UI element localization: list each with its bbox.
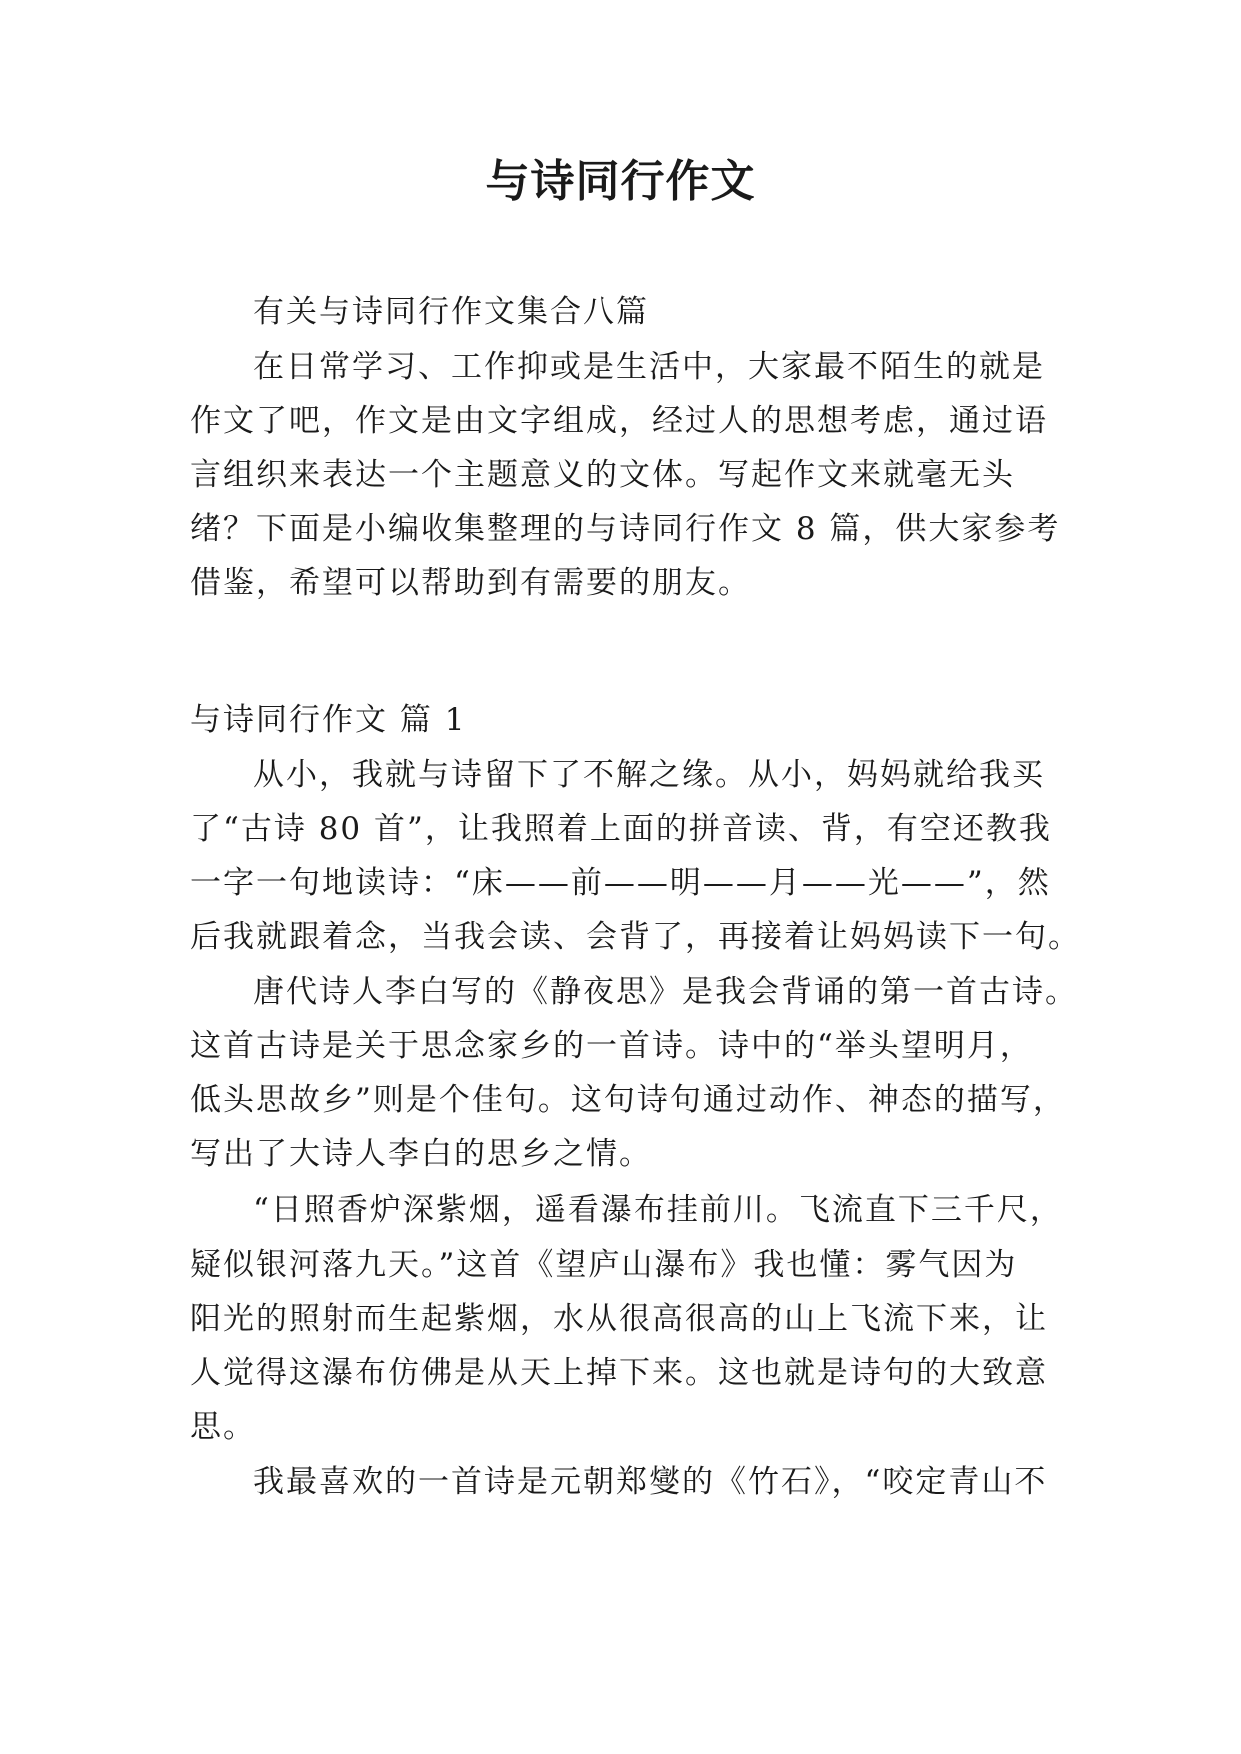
body-line: 这首古诗是关于思念家乡的一首诗。诗中的“举头望明月， [190,1028,1033,1064]
intro-line: 借鉴，希望可以帮助到有需要的朋友。 [190,565,751,601]
section-heading: 与诗同行作文 篇 1 [190,702,467,738]
body-line: 一字一句地读诗：“床——前——明——月——光——”，然 [190,865,1051,901]
document-title: 与诗同行作文 [485,156,756,207]
intro-line: 作文了吧，作文是由文字组成，经过人的思想考虑，通过语 [190,403,1048,439]
body-line: 疑似银河落九天。”这首《望庐山瀑布》我也懂：雾气因为 [190,1247,1018,1283]
body-line: 从小，我就与诗留下了不解之缘。从小，妈妈就给我买 [253,757,1045,793]
body-line: 了“古诗 80 首”，让我照着上面的拼音读、背，有空还教我 [190,811,1052,847]
body-line: 阳光的照射而生起紫烟，水从很高很高的山上飞流下来，让 [190,1301,1048,1337]
body-line: 低头思故乡”则是个佳句。这句诗句通过动作、神态的描写， [190,1082,1066,1118]
body-line: 唐代诗人李白写的《静夜思》是我会背诵的第一首古诗。 [253,974,1078,1010]
body-line: 我最喜欢的一首诗是元朝郑燮的《竹石》，“咬定青山不 [253,1464,1048,1500]
body-line: “日照香炉深紫烟，遥看瀑布挂前川。飞流直下三千尺， [253,1192,1063,1228]
body-line: 人觉得这瀑布仿佛是从天上掉下来。这也就是诗句的大致意 [190,1355,1048,1391]
body-line: 写出了大诗人李白的思乡之情。 [190,1136,652,1172]
intro-line: 言组织来表达一个主题意义的文体。写起作文来就毫无头 [190,457,1015,493]
intro-line: 绪？下面是小编收集整理的与诗同行作文 8 篇，供大家参考 [190,511,1061,547]
intro-heading: 有关与诗同行作文集合八篇 [253,294,649,330]
intro-line: 在日常学习、工作抑或是生活中，大家最不陌生的就是 [253,349,1045,385]
body-line: 思。 [190,1409,256,1445]
body-line: 后我就跟着念，当我会读、会背了，再接着让妈妈读下一句。 [190,919,1081,955]
